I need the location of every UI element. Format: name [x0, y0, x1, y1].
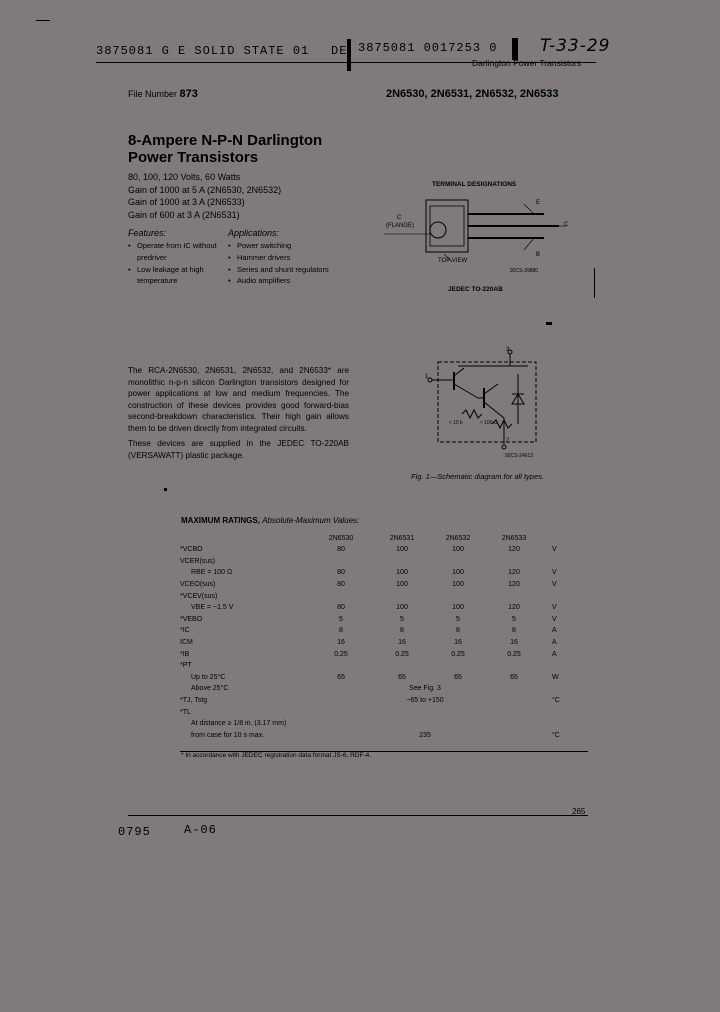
rating-value: 100 [452, 580, 464, 588]
schematic-diagram [418, 344, 548, 464]
rating-unit: A [552, 627, 557, 635]
rating-unit [542, 588, 572, 600]
rating-label: Above 25°C [191, 685, 229, 693]
rating-value: 120 [508, 546, 520, 554]
rating-unit: V [552, 580, 557, 588]
rating-label: Up to 25°C [191, 673, 226, 681]
rating-label: *IC [180, 627, 190, 635]
applications-heading: Applications: [228, 228, 280, 238]
rating-value: 5 [456, 615, 460, 623]
rating-value [308, 704, 374, 716]
table-row [180, 692, 572, 704]
table-row [180, 623, 572, 635]
rating-value [374, 704, 430, 716]
file-number-value: 873 [179, 88, 198, 100]
applications [228, 228, 348, 287]
header-subtitle: Darlington Power Transistors [472, 58, 582, 68]
rating-value: 120 [508, 580, 520, 588]
rating-value [486, 716, 542, 728]
ratings-footnote: * In accordance with JEDEC registration data format JS-6, RDF-4. [181, 752, 372, 759]
header-left: 3875081 G E SOLID STATE 01 [96, 44, 310, 58]
rating-unit: °C [552, 731, 560, 739]
rating-value [486, 588, 542, 600]
terminal-title: TERMINAL DESIGNATIONS [432, 181, 517, 188]
rating-value [308, 658, 374, 670]
rating-value [308, 553, 374, 565]
rating-value: 8 [456, 627, 460, 635]
package-drawing [384, 192, 594, 292]
rating-unit: A [552, 650, 557, 658]
rating-label: At distance ≥ 1/8 in. (3.17 mm) [191, 720, 287, 728]
ratings-table [180, 530, 572, 739]
description [128, 365, 349, 461]
terminal-flange: (FLANGE) [386, 223, 415, 229]
rating-value [486, 704, 542, 716]
rating-label: from case for 10 s max. [191, 731, 265, 739]
part-numbers: 2N6530, 2N6531, 2N6532, 2N6533 [386, 88, 559, 100]
schematic-r1: ≈ 10 k [449, 420, 463, 426]
rating-label: *PT [180, 662, 192, 670]
package-name: JEDEC TO-220AB [448, 286, 503, 293]
terminal-code: 92CS-39880 [510, 268, 539, 274]
schematic-node-b: 1 [425, 374, 429, 380]
table-row [180, 611, 572, 623]
rating-span-value: −65 to +150 [406, 696, 444, 704]
rating-value: 0.25 [395, 650, 409, 658]
feature-item: • Low leakage at high temperature [128, 264, 223, 288]
terminal-label-b: B [536, 252, 541, 258]
table-row [180, 716, 572, 728]
schematic-node-e: 2 [506, 438, 510, 444]
rating-value: 100 [396, 604, 408, 612]
terminal-view: TOP VIEW [438, 258, 468, 264]
rating-value [430, 704, 486, 716]
rating-span-value: 235 [419, 731, 431, 739]
rating-value: 0.25 [507, 650, 521, 658]
rating-value [308, 588, 374, 600]
terminal-label-c: C [397, 215, 402, 221]
table-row [180, 542, 572, 554]
rating-value: 100 [396, 569, 408, 577]
rating-label: *VEBO [180, 615, 203, 623]
rating-value: 100 [452, 569, 464, 577]
rating-label: *VCEV(sus) [180, 592, 218, 600]
rating-unit: V [552, 604, 557, 612]
rating-label: VCER(sus) [180, 557, 216, 565]
handwritten-code: T-33-29 [540, 36, 611, 56]
rating-unit: V [552, 569, 557, 577]
rating-unit: W [552, 673, 559, 681]
table-row [180, 681, 572, 693]
rating-value: 65 [510, 673, 518, 681]
rating-label: RBE = 100 Ω [191, 569, 233, 577]
rating-value [430, 716, 486, 728]
rating-value: 5 [512, 615, 516, 623]
rating-value [374, 658, 430, 670]
table-row [180, 669, 572, 681]
rating-value: 100 [396, 580, 408, 588]
table-row [180, 646, 572, 658]
rating-label: *TJ, Tstg [180, 696, 208, 704]
rating-value: 65 [337, 673, 345, 681]
rating-value: 5 [400, 615, 404, 623]
rating-label: ICM [180, 638, 193, 646]
header-codes: 3875081 0017253 0 [358, 41, 498, 55]
schematic-code: 92CS-24613 [505, 453, 534, 459]
rating-value: 80 [337, 546, 345, 554]
spec-line: Gain of 600 at 3 A (2N6531) [128, 209, 240, 220]
rating-unit: A [552, 638, 557, 646]
rating-value: 80 [337, 569, 345, 577]
description-p2: These devices are supplied in the JEDEC TO-220AB (VERSAWATT) plastic package. [128, 439, 349, 460]
column-header: 2N6533 [501, 534, 527, 542]
rating-value [430, 553, 486, 565]
rating-unit: V [552, 546, 557, 554]
rating-span-value: See Fig. 3 [409, 685, 441, 693]
rating-value [430, 658, 486, 670]
table-row [180, 634, 572, 646]
rating-value [374, 588, 430, 600]
ratings-title: MAXIMUM RATINGS, Absolute-Maximum Values: [181, 516, 360, 525]
rating-label: *VCBO [180, 546, 203, 554]
page-number: 265 [572, 807, 586, 816]
table-row [180, 704, 572, 716]
rating-value [430, 588, 486, 600]
application-item: • Power switching [228, 240, 348, 252]
footer-left: 0795 [118, 825, 151, 839]
rating-value: 100 [396, 546, 408, 554]
rating-value: 5 [339, 615, 343, 623]
rating-value: 65 [398, 673, 406, 681]
column-header: 2N6530 [328, 534, 354, 542]
rating-value: 16 [337, 638, 345, 646]
description-p1: The RCA-2N6530, 2N6531, 2N6532, and 2N6533* are monolithic n-p-n silicon Darlington transistors designed for power applications at low and medium frequencies. The construction of these devices provides good forward-bias second-breakdown characteristics. Their high gain allows them to be driven directly from integrated circuits. [128, 366, 349, 433]
rating-value: 16 [454, 638, 462, 646]
rating-label: *IB [180, 650, 190, 658]
page-title: 8-Ampere N-P-N Darlington Power Transistors [128, 132, 323, 166]
rating-value: 120 [508, 604, 520, 612]
rating-label: *TL [180, 708, 191, 716]
table-row [180, 565, 572, 577]
spec-line: Gain of 1000 at 3 A (2N6533) [128, 197, 245, 207]
features [128, 228, 223, 287]
table-row [180, 600, 572, 612]
feature-item: • Operate from IC without predriver [128, 240, 223, 264]
rating-unit: V [552, 615, 557, 623]
schematic-caption: Fig. 1—Schematic diagram for all types. [411, 472, 544, 481]
rating-value [374, 716, 430, 728]
rating-value [374, 553, 430, 565]
rating-value: 8 [339, 627, 343, 635]
rating-value: 100 [452, 546, 464, 554]
rating-unit [542, 681, 572, 693]
file-number [128, 88, 198, 100]
rating-unit: °C [552, 696, 560, 704]
spec-line: Gain of 1000 at 5 A (2N6530, 2N6532) [128, 184, 282, 195]
rating-value: 65 [454, 673, 462, 681]
schematic-r2: ≈ 100 Ω [480, 420, 498, 426]
table-row [180, 727, 572, 739]
rating-unit [542, 704, 572, 716]
barcode-mark [512, 38, 518, 60]
header-de: DE [331, 44, 348, 58]
features-heading: Features: [128, 228, 167, 238]
rating-value [308, 716, 374, 728]
rating-value: 16 [510, 638, 518, 646]
file-number-label: File Number [128, 89, 178, 99]
rating-value: 8 [400, 627, 404, 635]
table-row [180, 553, 572, 565]
spec-list [128, 171, 281, 221]
rating-unit [542, 716, 572, 728]
column-header: 2N6532 [445, 534, 471, 542]
rating-label: VBE = −1.5 V [191, 604, 234, 612]
rating-value: 8 [512, 627, 516, 635]
spec-line: 80, 100, 120 Volts, 60 Watts [128, 172, 241, 182]
rating-value: 0.25 [334, 650, 348, 658]
terminal-label-c2: C [564, 222, 569, 228]
rating-value: 120 [508, 569, 520, 577]
column-header: 2N6531 [389, 534, 415, 542]
rating-value: 80 [337, 580, 345, 588]
footer-right: A-06 [184, 823, 217, 837]
application-item: • Hammer drivers [228, 252, 348, 264]
rating-value [486, 553, 542, 565]
rating-value: 100 [452, 604, 464, 612]
rating-unit [542, 658, 572, 670]
application-item: • Audio amplifiers [228, 275, 348, 287]
table-row [180, 658, 572, 670]
terminal-label-e: E [536, 200, 541, 206]
schematic-node-c: 3 [506, 347, 510, 353]
rating-value: 80 [337, 604, 345, 612]
application-item: • Series and shunt regulators [228, 264, 348, 276]
rating-value [486, 658, 542, 670]
rating-label: VCEO(sus) [180, 580, 216, 588]
rating-value: 0.25 [451, 650, 465, 658]
barcode-mark [347, 39, 351, 71]
table-row [180, 576, 572, 588]
rating-unit [542, 553, 572, 565]
table-row [180, 588, 572, 600]
rating-value: 16 [398, 638, 406, 646]
